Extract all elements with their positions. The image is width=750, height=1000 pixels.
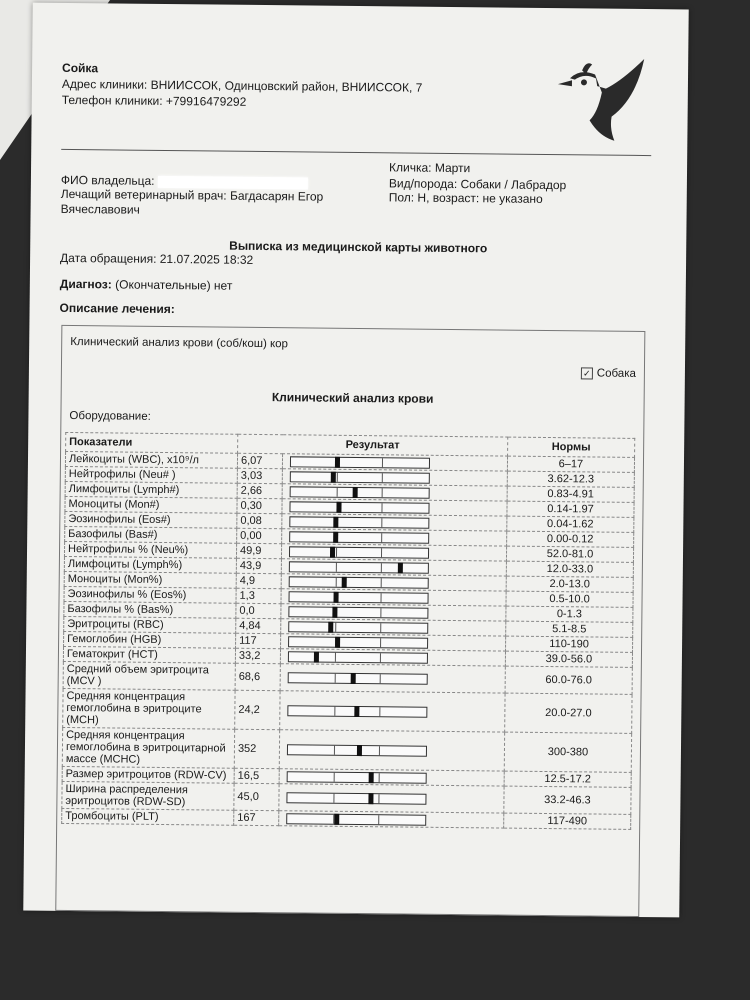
result-value: 117 — [236, 633, 281, 648]
norm-range: 6–17 — [507, 456, 634, 472]
result-value: 4,84 — [236, 618, 281, 633]
clinic-phone: Телефон клиники: +79916479292 — [61, 92, 247, 109]
species-label: Собака — [596, 367, 636, 380]
jay-bird-logo-icon — [539, 40, 650, 151]
equipment-label: Оборудование: — [69, 409, 151, 423]
norm-range: 0-1.3 — [506, 606, 633, 622]
scale-bar — [290, 471, 430, 483]
scale-divider — [380, 653, 381, 662]
scale-bar — [287, 705, 427, 717]
scale-marker — [397, 562, 402, 573]
indicator-name: Гемоглобин (HGB) — [64, 631, 236, 648]
scale-marker — [332, 606, 337, 617]
scale-bar — [288, 672, 428, 684]
scale-divider — [333, 772, 334, 781]
norm-range: 3.62-12.3 — [507, 471, 634, 487]
scale-divider — [380, 623, 381, 632]
norm-range: 20.0-27.0 — [505, 693, 632, 733]
scale-divider — [336, 472, 337, 481]
scale-divider — [381, 518, 382, 527]
indicator-name: Гематокрит (HCT) — [63, 646, 235, 663]
scale-bar — [288, 636, 428, 648]
species-checkbox — [581, 367, 636, 380]
indicator-name: Средний объем эритроцита (MCV ) — [63, 661, 235, 690]
analysis-name: Клинический анализ крови (соб/кош) кор — [70, 336, 289, 351]
scale-divider — [379, 746, 380, 755]
scale-divider — [382, 458, 383, 467]
pet-breed: Вид/порода: Собаки / Лабрадор — [388, 176, 567, 193]
scale-divider — [336, 547, 337, 556]
result-scale — [280, 664, 505, 693]
treatment-label: Описание лечения: — [59, 300, 175, 317]
table-row — [63, 688, 632, 733]
scale-divider — [335, 562, 336, 571]
scale-divider — [380, 674, 381, 683]
scale-divider — [381, 593, 382, 602]
indicator-name: Нейтрофилы % (Neu%) — [64, 541, 236, 558]
scale-marker — [333, 516, 338, 527]
scale-marker — [353, 486, 358, 497]
scale-bar — [287, 744, 427, 756]
norm-range: 2.0-13.0 — [506, 576, 633, 592]
scale-marker — [351, 672, 356, 683]
indicator-name: Базофилы (Bas#) — [65, 526, 237, 543]
scale-marker — [333, 531, 338, 542]
scale-bar — [286, 813, 426, 825]
result-value: 0,0 — [236, 603, 281, 618]
norm-range: 33.2-46.3 — [504, 786, 631, 814]
scale-marker — [331, 471, 336, 482]
result-value: 6,07 — [237, 453, 282, 468]
indicator-name: Тромбоциты (PLT) — [62, 808, 234, 825]
scale-bar — [289, 516, 429, 528]
norm-range: 60.0-76.0 — [505, 666, 632, 694]
result-value: 68,6 — [235, 663, 280, 690]
scale-bar — [288, 651, 428, 663]
scale-divider — [333, 745, 334, 754]
norm-range: 117-490 — [504, 813, 631, 829]
table-row — [62, 727, 631, 772]
results-table — [61, 432, 635, 830]
norm-range: 0.00-0.12 — [507, 531, 634, 547]
diagnosis-label: Диагноз: — [59, 276, 112, 292]
norm-range: 12.5-17.2 — [504, 771, 631, 787]
indicator-name: Средняя концентрация гемоглобина в эритроците (MCH) — [63, 688, 235, 729]
scale-marker — [342, 576, 347, 587]
header-indicator: Показатели — [66, 432, 238, 453]
scale-divider — [334, 673, 335, 682]
norm-range: 300-380 — [504, 732, 631, 772]
indicator-name: Моноциты (Mon#) — [65, 496, 237, 513]
scale-divider — [336, 487, 337, 496]
table-title: Клинический анализ крови — [271, 390, 434, 406]
diagnosis — [60, 277, 233, 293]
doctor-field: Лечащий ветеринарный врач: Багдасарян Егор Вячеславович — [60, 186, 324, 217]
result-value: 3,03 — [237, 468, 282, 483]
indicator-name: Лимфоциты (Lymph%) — [64, 556, 236, 573]
scale-divider — [381, 533, 382, 542]
scale-divider — [335, 577, 336, 586]
result-scale — [280, 691, 505, 732]
result-value: 0,08 — [237, 513, 282, 528]
indicator-name: Эозинофилы (Eos#) — [65, 511, 237, 528]
checkbox-icon: ✓ — [581, 367, 593, 379]
indicator-name: Лейкоциты (WBC), х10⁹/л — [65, 451, 237, 468]
scale-divider — [382, 473, 383, 482]
pet-sex-age: Пол: Н, возраст: не указано — [388, 190, 543, 206]
medical-record-sheet — [23, 3, 688, 918]
scale-divider — [379, 707, 380, 716]
norm-range: 12.0-33.0 — [506, 561, 633, 577]
scale-divider — [378, 794, 379, 803]
norm-range: 5.1-8.5 — [506, 621, 633, 637]
result-value: 33,2 — [235, 648, 280, 663]
norm-range: 0.83-4.91 — [507, 486, 634, 502]
indicator-name: Лимфоциты (Lymph#) — [65, 481, 237, 498]
scale-marker — [330, 546, 335, 557]
result-scale — [279, 811, 504, 828]
norm-range: 0.5-10.0 — [506, 591, 633, 607]
result-value: 16,5 — [234, 768, 279, 783]
header-result: Результат — [238, 434, 508, 456]
indicator-name: Ширина распределения эритроцитов (RDW-SD) — [62, 781, 234, 810]
scale-divider — [333, 793, 334, 802]
scale-divider — [335, 622, 336, 631]
scale-marker — [357, 745, 362, 756]
result-value: 4,9 — [236, 573, 281, 588]
scale-divider — [334, 706, 335, 715]
scale-bar — [289, 561, 429, 573]
scale-divider — [380, 638, 381, 647]
norm-range: 39.0-56.0 — [505, 651, 632, 667]
result-value: 2,66 — [237, 483, 282, 498]
indicator-name: Моноциты (Mon%) — [64, 571, 236, 588]
scale-divider — [381, 563, 382, 572]
norm-range: 0.14-1.97 — [507, 501, 634, 517]
scale-bar — [290, 456, 430, 468]
result-value: 49,9 — [236, 543, 281, 558]
scale-marker — [334, 591, 339, 602]
indicator-name: Средняя концентрация гемоглобина в эритроцитарной массе (MCHC) — [62, 727, 234, 768]
result-value: 24,2 — [235, 690, 280, 729]
owner-label: ФИО владельца: — [60, 172, 155, 188]
document-title: Выписка из медицинской карты животного — [229, 238, 488, 256]
header-norms: Нормы — [508, 437, 635, 457]
result-value: 167 — [234, 810, 279, 825]
scale-bar — [289, 591, 429, 603]
norm-range: 0.04-1.62 — [507, 516, 634, 532]
clinic-name: Сойка — [62, 60, 99, 76]
scale-bar — [289, 531, 429, 543]
scale-marker — [369, 793, 374, 804]
indicator-name: Нейтрофилы (Neu# ) — [65, 466, 237, 483]
result-scale — [279, 730, 504, 771]
result-scale — [279, 784, 504, 813]
analysis-box — [55, 325, 645, 917]
norm-range: 110-190 — [506, 636, 633, 652]
scale-bar — [286, 792, 426, 804]
result-value: 0,00 — [237, 528, 282, 543]
visit-date: Дата обращения: 21.07.2025 18:32 — [60, 250, 254, 267]
indicator-name: Базофилы % (Bas%) — [64, 601, 236, 618]
scale-divider — [381, 578, 382, 587]
scale-divider — [379, 773, 380, 782]
scale-bar — [288, 606, 428, 618]
result-value: 43,9 — [236, 558, 281, 573]
scale-marker — [328, 621, 333, 632]
scale-marker — [314, 651, 319, 662]
scale-marker — [335, 636, 340, 647]
scale-bar — [287, 771, 427, 783]
result-value: 0,30 — [237, 498, 282, 513]
scale-bar — [290, 486, 430, 498]
result-value: 45,0 — [234, 783, 279, 810]
scale-marker — [335, 456, 340, 467]
scale-marker — [336, 501, 341, 512]
norm-range: 52.0-81.0 — [506, 546, 633, 562]
scale-marker — [355, 705, 360, 716]
result-value: 352 — [234, 729, 279, 768]
scale-divider — [382, 488, 383, 497]
pet-name: Кличка: Марти — [388, 160, 471, 176]
scale-divider — [382, 503, 383, 512]
scale-bar — [289, 546, 429, 558]
scale-divider — [334, 652, 335, 661]
scale-marker — [334, 813, 339, 824]
scale-bar — [288, 621, 428, 633]
indicator-name: Эозинофилы % (Eos%) — [64, 586, 236, 603]
indicator-name: Размер эритроцитов (RDW-CV) — [62, 766, 234, 783]
scale-bar — [289, 501, 429, 513]
scale-bar — [289, 576, 429, 588]
result-value: 1,3 — [236, 588, 281, 603]
scale-divider — [380, 608, 381, 617]
indicator-name: Эритроциты (RBC) — [64, 616, 236, 633]
scale-divider — [378, 815, 379, 824]
clinic-address: Адрес клиники: ВНИИССОК, Одинцовский район, ВНИИССОК, 7 — [61, 76, 423, 95]
scale-marker — [369, 772, 374, 783]
scale-divider — [381, 548, 382, 557]
diagnosis-value: (Окончательные) нет — [115, 277, 233, 293]
